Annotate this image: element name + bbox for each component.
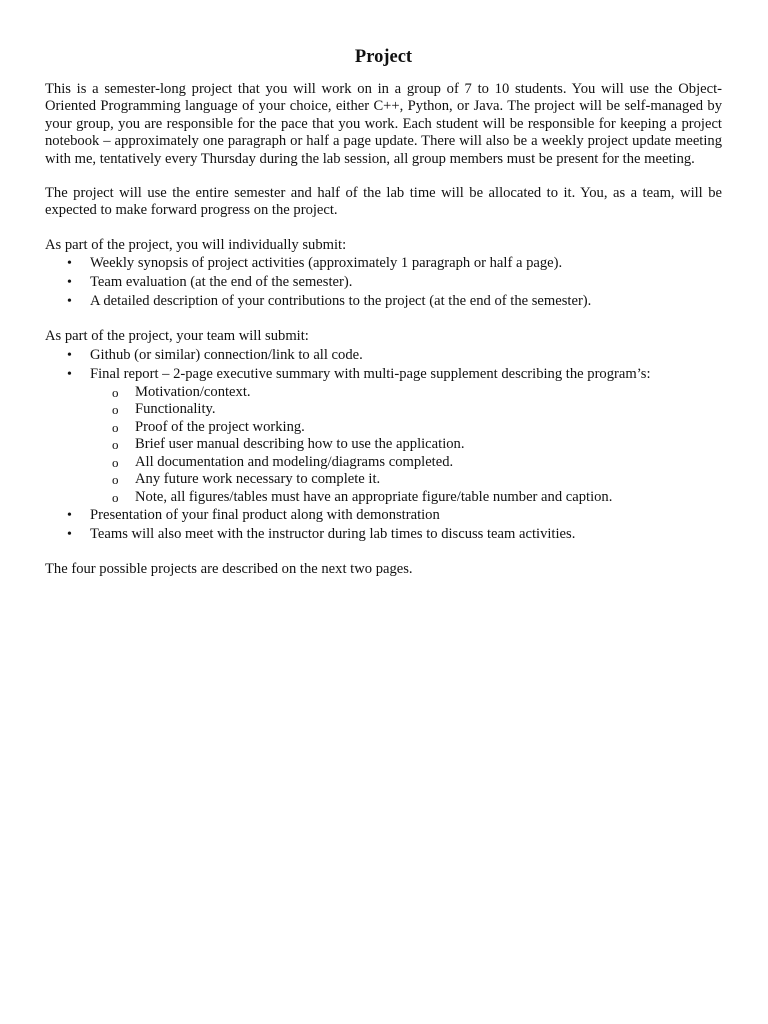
closing-paragraph: The four possible projects are described on the next two pages. bbox=[45, 561, 413, 578]
circle-bullet-icon: o bbox=[112, 472, 119, 488]
paragraph-gap bbox=[45, 311, 722, 328]
individual-heading: As part of the project, you will individually submit: bbox=[45, 236, 347, 253]
team-list bbox=[45, 346, 722, 545]
sublist-item-text: Motivation/context. bbox=[135, 383, 251, 400]
circle-bullet-icon: o bbox=[112, 454, 119, 470]
list-item-text: Presentation of your final product along with demonstration bbox=[90, 507, 440, 524]
sublist-item-text: Any future work necessary to complete it. bbox=[135, 471, 381, 488]
semester-paragraph: The project will use the entire semester and half of the lab time will be allocated to it. You, as a team, will be expected to make forward progress on the project. bbox=[45, 185, 722, 219]
bullet-icon: • bbox=[67, 256, 72, 272]
sublist-item bbox=[90, 471, 722, 489]
bullet-icon: • bbox=[67, 347, 72, 363]
list-item bbox=[45, 346, 722, 365]
paragraph-gap bbox=[45, 544, 722, 561]
list-item bbox=[45, 365, 722, 507]
list-item-text: Github (or similar) connection/link to all code. bbox=[90, 346, 363, 363]
circle-bullet-icon: o bbox=[112, 384, 119, 400]
circle-bullet-icon: o bbox=[112, 402, 119, 418]
bullet-icon: • bbox=[67, 527, 72, 543]
list-item bbox=[45, 292, 722, 311]
sublist-item bbox=[90, 436, 722, 454]
document-page bbox=[45, 46, 722, 579]
page-title: Project bbox=[354, 47, 413, 67]
list-item bbox=[45, 254, 722, 273]
individual-list bbox=[45, 254, 722, 311]
sublist-item-text: Brief user manual describing how to use the application. bbox=[135, 436, 465, 453]
list-item bbox=[45, 273, 722, 292]
list-item-text: Team evaluation (at the end of the semester). bbox=[90, 274, 353, 291]
sublist-item bbox=[90, 489, 722, 507]
list-item-text: Teams will also meet with the instructor during lab times to discuss team activities. bbox=[90, 526, 576, 543]
list-item-text: A detailed description of your contributions to the project (at the end of the semester). bbox=[90, 293, 592, 310]
sublist-item-text: All documentation and modeling/diagrams completed. bbox=[135, 453, 454, 470]
sublist-item bbox=[90, 384, 722, 402]
bullet-icon: • bbox=[67, 294, 72, 310]
sublist-item-text: Functionality. bbox=[135, 401, 216, 418]
circle-bullet-icon: o bbox=[112, 489, 119, 505]
sublist-item bbox=[90, 419, 722, 437]
circle-bullet-icon: o bbox=[112, 437, 119, 453]
list-item-text: Final report – 2-page executive summary with multi-page supplement describing the program’s: bbox=[90, 365, 651, 382]
sublist-item bbox=[90, 454, 722, 472]
circle-bullet-icon: o bbox=[112, 419, 119, 435]
final-report-sublist bbox=[90, 384, 722, 507]
list-item bbox=[45, 506, 722, 525]
sublist-item-text: Note, all figures/tables must have an appropriate figure/table number and caption. bbox=[135, 488, 613, 505]
paragraph-gap bbox=[45, 168, 722, 185]
list-item-text: Weekly synopsis of project activities (approximately 1 paragraph or half a page). bbox=[90, 255, 563, 272]
bullet-icon: • bbox=[67, 275, 72, 291]
bullet-icon: • bbox=[67, 366, 72, 382]
team-heading: As part of the project, your team will submit: bbox=[45, 328, 309, 345]
sublist-item-text: Proof of the project working. bbox=[135, 418, 305, 435]
bullet-icon: • bbox=[67, 508, 72, 524]
intro-paragraph: This is a semester-long project that you will work on in a group of 7 to 10 students. You will use the Object-Oriented Programming language of your choice, either C++, Python, or Java. The project will be self-managed by your group, you are responsible for the pace that you work. Each student will be responsible for keeping a project notebook – approximately one paragraph or half a page update. There will also be a weekly project update meeting with me, tentatively every Thursday during the lab session, all group members must be present for the meeting. bbox=[45, 81, 722, 167]
sublist-item bbox=[90, 401, 722, 419]
list-item bbox=[45, 525, 722, 544]
paragraph-gap bbox=[45, 220, 722, 237]
